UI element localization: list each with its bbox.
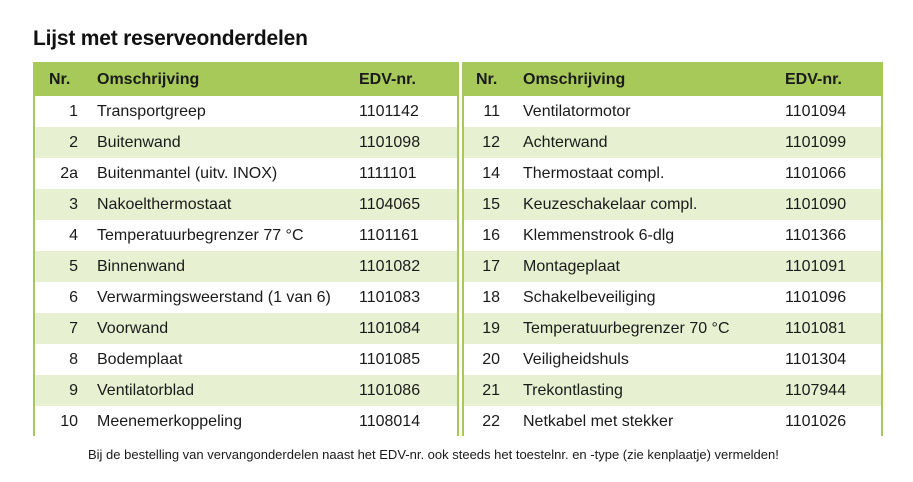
part-number-cell: 22 <box>482 412 500 430</box>
table-row <box>35 96 457 127</box>
table-row <box>35 313 457 344</box>
table-row <box>35 127 457 158</box>
table-row <box>35 406 457 437</box>
table-row <box>464 96 881 127</box>
part-description-cell: Achterwand <box>523 133 608 151</box>
part-description-cell: Netkabel met stekker <box>523 412 674 430</box>
page-title: Lijst met reserveonderdelen <box>33 27 308 50</box>
part-number-cell: 11 <box>483 102 500 120</box>
part-description-cell: Buitenmantel (uitv. INOX) <box>97 164 278 182</box>
edv-number-cell: 1101161 <box>359 226 419 244</box>
col-header-description: Omschrijving <box>97 71 200 88</box>
table-row <box>464 406 881 437</box>
part-description-cell: Trekontlasting <box>523 381 623 399</box>
table-row <box>464 282 881 313</box>
part-description-cell: Transportgreep <box>97 102 206 120</box>
table-row <box>464 375 881 406</box>
parts-table-right-body <box>464 96 881 437</box>
part-description-cell: Nakoelthermostaat <box>97 195 232 213</box>
table-header-row <box>464 64 881 96</box>
table-row <box>35 158 457 189</box>
part-description-cell: Meenemerkoppeling <box>97 412 242 430</box>
table-row <box>464 344 881 375</box>
edv-number-cell: 1101142 <box>359 102 419 120</box>
part-number-cell: 19 <box>482 319 500 337</box>
parts-table-right <box>462 62 883 436</box>
part-description-cell: Ventilatorblad <box>97 381 194 399</box>
col-header-description: Omschrijving <box>523 71 626 88</box>
part-number-cell: 2a <box>60 164 78 182</box>
edv-number-cell: 1107944 <box>785 381 847 399</box>
part-number-cell: 3 <box>69 195 78 213</box>
table-row <box>35 189 457 220</box>
edv-number-cell: 1101081 <box>785 319 847 337</box>
part-number-cell: 15 <box>482 195 500 213</box>
edv-number-cell: 1101366 <box>785 226 847 244</box>
part-description-cell: Klemmenstrook 6-dlg <box>523 226 675 244</box>
part-number-cell: 8 <box>69 350 78 368</box>
part-description-cell: Binnenwand <box>97 257 186 275</box>
parts-table-left <box>33 62 459 436</box>
part-description-cell: Veiligheidshuls <box>523 350 629 368</box>
col-header-nr: Nr. <box>49 71 71 88</box>
part-description-cell: Ventilatormotor <box>523 102 631 120</box>
parts-table-left-body <box>35 96 457 437</box>
part-number-cell: 9 <box>69 381 78 399</box>
part-number-cell: 10 <box>60 412 78 430</box>
part-description-cell: Schakelbeveiliging <box>523 288 656 306</box>
table-row <box>464 127 881 158</box>
col-header-edv: EDV-nr. <box>785 71 842 88</box>
table-row <box>464 220 881 251</box>
table-header-row <box>35 64 457 96</box>
edv-number-cell: 1111101 <box>359 164 417 182</box>
edv-number-cell: 1104065 <box>359 195 421 213</box>
col-header-edv: EDV-nr. <box>359 71 416 88</box>
part-number-cell: 12 <box>482 133 500 151</box>
part-number-cell: 17 <box>482 257 500 275</box>
edv-number-cell: 1108014 <box>359 412 421 430</box>
table-row <box>464 158 881 189</box>
table-row <box>35 220 457 251</box>
footnote: Bij de bestelling van vervangonderdelen naast het EDV-nr. ook steeds het toestelnr. en -type (zie kenplaatje) vermelden! <box>88 447 779 462</box>
table-row <box>35 282 457 313</box>
edv-number-cell: 1101026 <box>785 412 847 430</box>
part-description-cell: Thermostaat compl. <box>523 164 665 182</box>
part-number-cell: 6 <box>69 288 78 306</box>
edv-number-cell: 1101091 <box>785 257 847 275</box>
part-number-cell: 2 <box>69 133 78 151</box>
part-number-cell: 21 <box>482 381 500 399</box>
part-number-cell: 4 <box>69 226 78 244</box>
table-row <box>35 375 457 406</box>
edv-number-cell: 1101085 <box>359 350 421 368</box>
edv-number-cell: 1101304 <box>785 350 847 368</box>
part-description-cell: Bodemplaat <box>97 350 183 368</box>
part-description-cell: Montageplaat <box>523 257 620 275</box>
table-row <box>464 189 881 220</box>
part-description-cell: Temperatuurbegrenzer 70 °C <box>523 319 730 337</box>
table-row <box>35 251 457 282</box>
edv-number-cell: 1101098 <box>359 133 421 151</box>
part-number-cell: 18 <box>482 288 500 306</box>
part-description-cell: Verwarmingsweerstand (1 van 6) <box>97 288 331 306</box>
table-row <box>464 251 881 282</box>
edv-number-cell: 1101086 <box>359 381 421 399</box>
edv-number-cell: 1101094 <box>785 102 847 120</box>
table-row <box>35 344 457 375</box>
edv-number-cell: 1101083 <box>359 288 421 306</box>
part-number-cell: 5 <box>69 257 78 275</box>
part-number-cell: 1 <box>69 102 78 120</box>
part-description-cell: Buitenwand <box>97 133 181 151</box>
col-header-nr: Nr. <box>476 71 498 88</box>
part-number-cell: 16 <box>482 226 500 244</box>
edv-number-cell: 1101084 <box>359 319 421 337</box>
part-number-cell: 14 <box>482 164 500 182</box>
edv-number-cell: 1101090 <box>785 195 847 213</box>
edv-number-cell: 1101082 <box>359 257 421 275</box>
table-row <box>464 313 881 344</box>
edv-number-cell: 1101099 <box>785 133 847 151</box>
part-description-cell: Voorwand <box>97 319 169 337</box>
edv-number-cell: 1101066 <box>785 164 847 182</box>
part-number-cell: 7 <box>69 319 78 337</box>
part-description-cell: Temperatuurbegrenzer 77 °C <box>97 226 304 244</box>
part-description-cell: Keuzeschakelaar compl. <box>523 195 698 213</box>
edv-number-cell: 1101096 <box>785 288 847 306</box>
part-number-cell: 20 <box>482 350 500 368</box>
